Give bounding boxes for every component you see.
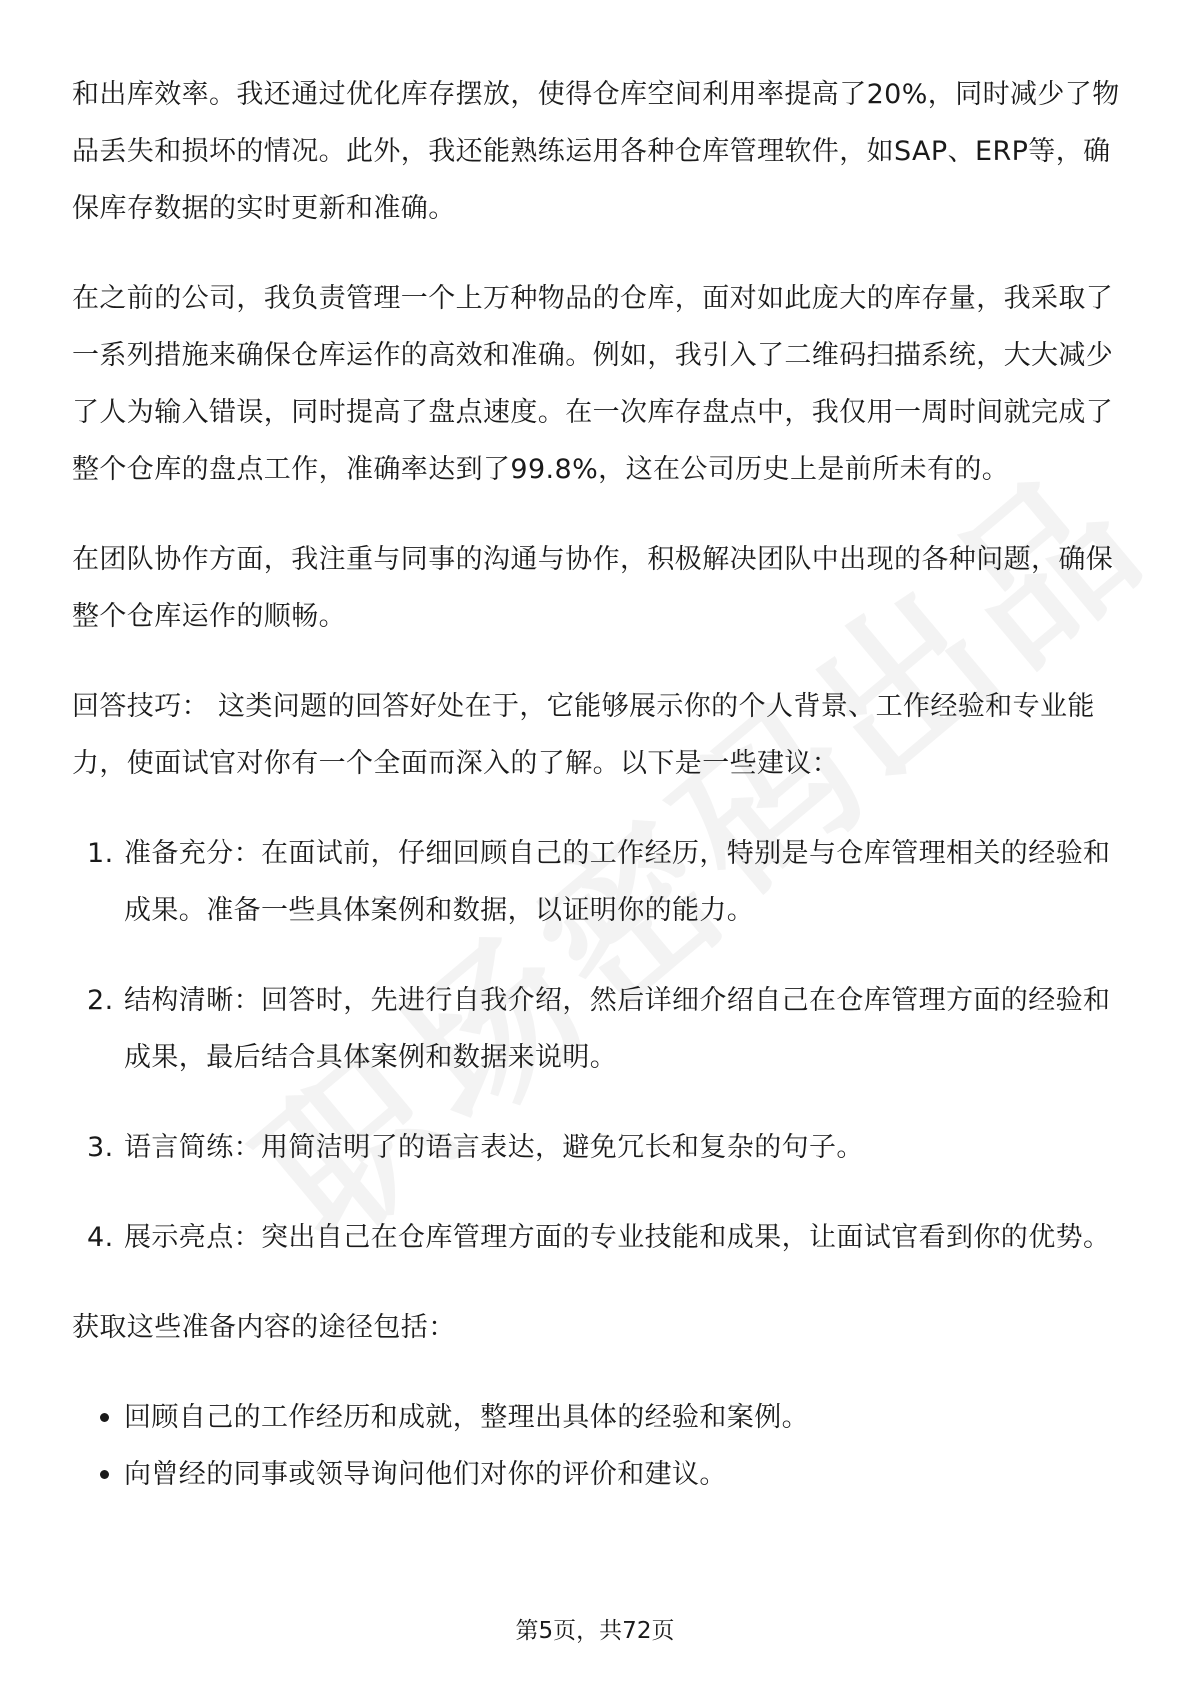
ways-list-item xyxy=(72,1389,1122,1446)
tips-list-item xyxy=(72,1209,1122,1266)
list-number: 2. xyxy=(87,985,114,1016)
ways-list-item xyxy=(72,1446,1122,1503)
list-item-text: 语言简练：用简洁明了的语言表达，避免冗长和复杂的句子。 xyxy=(124,1132,864,1163)
list-item-text: 展示亮点：突出自己在仓库管理方面的专业技能和成果，让面试官看到你的优势。 xyxy=(124,1222,1111,1253)
tips-list-item xyxy=(72,825,1122,939)
list-number: 1. xyxy=(87,838,114,869)
list-item-text: 回顾自己的工作经历和成就，整理出具体的经验和案例。 xyxy=(124,1402,809,1433)
list-number: 3. xyxy=(87,1132,114,1163)
paragraph-teamwork: 在团队协作方面，我注重与同事的沟通与协作，积极解决团队中出现的各种问题，确保整个仓库运作的顺畅。 xyxy=(72,544,1114,632)
paragraph-efficiency: 和出库效率。我还通过优化库存摆放，使得仓库空间利用率提高了20%，同时减少了物品丢失和损坏的情况。此外，我还能熟练运用各种仓库管理软件，如SAP、ERP等，确保库存数据的实时更新和准确。 xyxy=(72,79,1120,224)
list-item-text: 结构清晰：回答时，先进行自我介绍，然后详细介绍自己在仓库管理方面的经验和成果，最后结合具体案例和数据来说明。 xyxy=(124,985,1111,1073)
page-content xyxy=(72,66,1122,1503)
bullet-dot-icon xyxy=(100,1413,109,1422)
page-number-footer: 第5页，共72页 xyxy=(515,1618,675,1644)
list-item-text: 准备充分：在面试前，仔细回顾自己的工作经历，特别是与仓库管理相关的经验和成果。准备一些具体案例和数据，以证明你的能力。 xyxy=(124,838,1111,926)
tips-list xyxy=(72,825,1122,1266)
tips-list-item xyxy=(72,1119,1122,1176)
paragraph-answer-tips: 回答技巧： 这类问题的回答好处在于，它能够展示你的个人背景、工作经验和专业能力，使面试官对你有一个全面而深入的了解。以下是一些建议： xyxy=(72,691,1095,779)
list-number: 4. xyxy=(87,1222,114,1253)
paragraph-ways-intro: 获取这些准备内容的途径包括： xyxy=(72,1312,456,1343)
list-item-text: 向曾经的同事或领导询问他们对你的评价和建议。 xyxy=(124,1459,727,1490)
ways-list xyxy=(72,1389,1122,1503)
bullet-dot-icon xyxy=(100,1470,109,1479)
tips-list-item xyxy=(72,972,1122,1086)
paragraph-previous-company: 在之前的公司，我负责管理一个上万种物品的仓库，面对如此庞大的库存量，我采取了一系列措施来确保仓库运作的高效和准确。例如，我引入了二维码扫描系统，大大减少了人为输入错误，同时提高了盘点速度。在一次库存盘点中，我仅用一周时间就完成了整个仓库的盘点工作，准确率达到了99.8%，这在公司历史上是前所未有的。 xyxy=(72,283,1114,485)
